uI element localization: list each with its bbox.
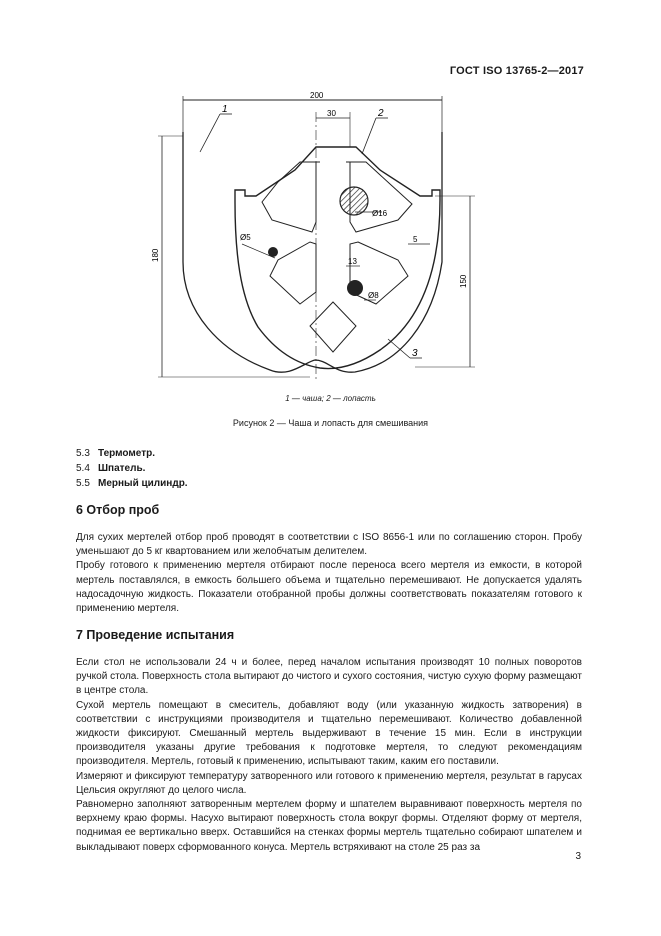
shaft-16 [340, 187, 368, 215]
dim-5: 5 [413, 235, 418, 244]
position-1: 1 [222, 104, 228, 115]
figure-legend: 1 — чаша; 2 — лопасть [285, 394, 376, 403]
list-item: 5.5 Мерный цилиндр. [76, 478, 188, 489]
dim-200: 200 [310, 92, 324, 100]
paddle-outline [235, 147, 440, 369]
paragraph: Измеряют и фиксируют температуру затворенного или готового к применению мертеля, результат в гарусах Цельсия округляют до целого числа. [76, 770, 582, 796]
paragraph: Сухой мертель помещают в смеситель, добавляют воду (или указанную жидкость затворения) в соответствии с инструкциями производителя и тщательно перемешивают. Количество добавленной жидкости фиксируют. Смешанный мертель выдерживают в течение 15 мин. Если в инструкции производителя указаны другие требования к подготовке мертеля, то следуют рекомендациям производителя. Мертель, готовый к применению, испытывают таким, каким его поставили. [76, 699, 582, 768]
section-6-heading: 6 Отбор проб [76, 503, 160, 517]
bowl-outline [183, 132, 442, 372]
paragraph: Если стол не использовали 24 ч и более, перед началом испытания производят 10 полных поворотов ручкой стола. Поверхность стола вытирают до чистого и сухого состояния, чистую сухую форму размещают в центре стола. [76, 657, 582, 697]
page-number: 3 [575, 851, 581, 862]
list-item: 5.3 Термометр. [76, 448, 156, 459]
hole-8 [347, 280, 363, 296]
equipment-list [76, 446, 188, 491]
section-7-body [76, 656, 582, 855]
dia-16-label: Ø16 [372, 209, 388, 218]
hole-5 [268, 247, 278, 257]
dim-150: 150 [459, 274, 468, 288]
dim-30: 30 [327, 109, 336, 118]
dia-8-label: Ø8 [368, 291, 379, 300]
paragraph: Равномерно заполняют затворенным мертелем форму и шпателем выравнивают поверхность мертеля по верхнему краю формы. Насухо вытирают поверхность стола вокруг формы. Отделяют форму от мертеля, поднимая ее вертикально вверх. Оставшийся на стенках формы мертель тщательно собирают шпателем и выкладывают поверх сформованного конуса. Мертель встряхивают на столе 25 раз за [76, 799, 582, 853]
paragraph: Пробу готового к применению мертеля отбирают после переноса всего мертеля из емкости, в которой мертель поставлялся, в емкость большего объема и тщательно перемешивают. Не допускается удалять надосадочную жидкость. Показатели отобранной пробы должны соответствовать показателям готового к применению мертеля. [76, 560, 582, 615]
dim-13: 13 [348, 257, 357, 266]
figure-bowl-and-paddle [150, 92, 490, 392]
dia-5-label: Ø5 [240, 233, 251, 242]
position-2: 2 [378, 108, 384, 119]
document-header: ГОСТ ISO 13765-2—2017 [449, 65, 584, 77]
position-3: 3 [412, 348, 418, 359]
paragraph: Для сухих мертелей отбор проб проводят в соответствии с ISO 8656-1 или по соглашению сторон. Пробу уменьшают до 5 кг квартованием или желобчатым делителем. [76, 532, 582, 558]
technical-drawing [150, 92, 490, 392]
section-6-body [76, 531, 582, 616]
dim-180: 180 [151, 248, 160, 262]
list-item: 5.4 Шпатель. [76, 463, 146, 474]
section-7-heading: 7 Проведение испытания [76, 628, 235, 642]
figure-caption: Рисунок 2 — Чаша и лопасть для смешивания [232, 418, 429, 428]
